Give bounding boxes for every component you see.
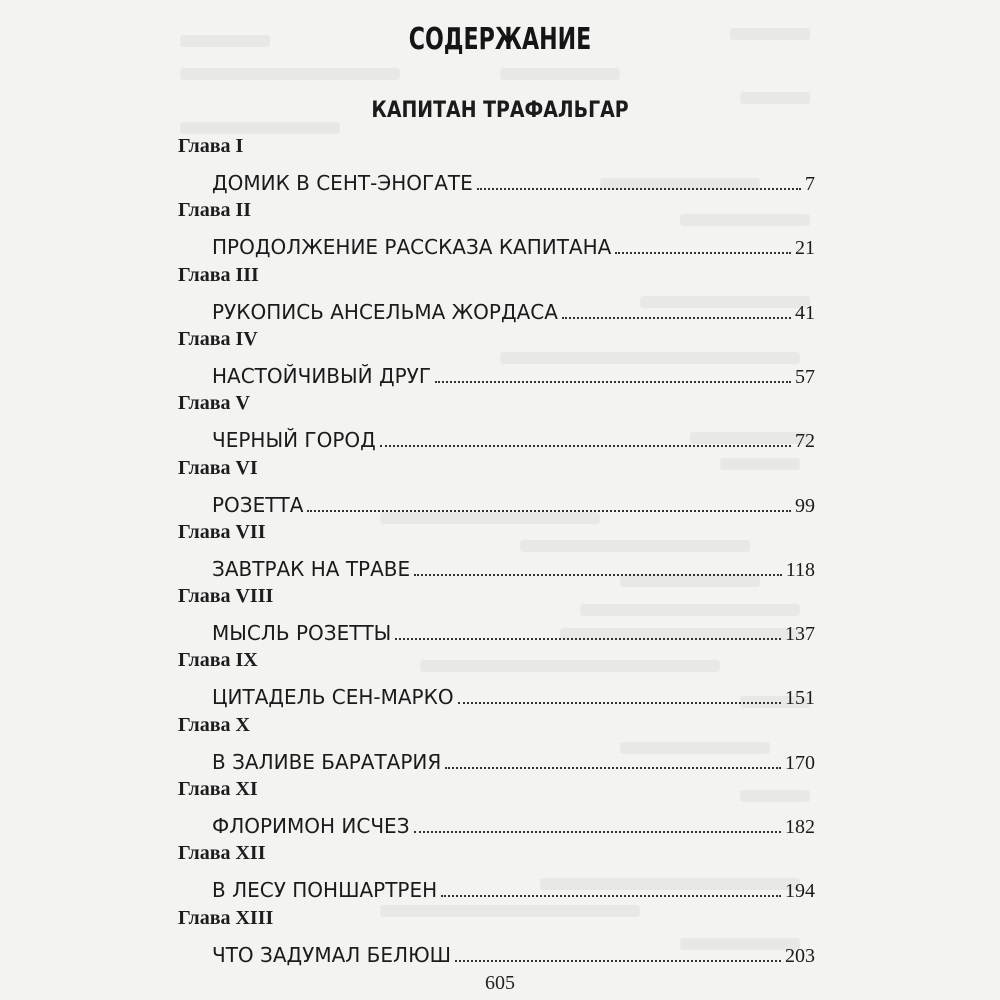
dot-leader	[441, 894, 781, 897]
chapter-page-number: 203	[785, 944, 815, 967]
chapter-label: Глава III	[178, 263, 259, 286]
dot-leader	[455, 959, 781, 962]
dot-leader	[562, 316, 791, 319]
dot-leader	[477, 187, 801, 190]
part-title: КАПИТАН ТРАФАЛЬГАР	[371, 98, 629, 123]
toc-entry[interactable]	[212, 300, 815, 325]
chapter-title: ЧТО ЗАДУМАЛ БЕЛЮШ	[212, 942, 452, 967]
chapter-page-number: 72	[795, 430, 815, 453]
toc-entry[interactable]	[212, 235, 815, 260]
chapter-title: ДОМИК В СЕНТ-ЭНОГАТЕ	[212, 171, 473, 195]
chapter-label: Глава VIII	[178, 585, 274, 608]
chapter-label: Глава X	[178, 713, 250, 736]
toc-entry[interactable]	[212, 814, 815, 839]
chapter-label: Глава I	[178, 135, 244, 157]
dot-leader	[380, 444, 791, 447]
toc-entry[interactable]	[212, 171, 815, 196]
chapter-label: Глава V	[178, 392, 250, 415]
chapter-label: Глава XIII	[178, 906, 274, 929]
chapter-page-number: 170	[785, 751, 815, 774]
chapter-label: Глава II	[178, 199, 252, 222]
chapter-page-number: 118	[785, 558, 815, 581]
dot-leader	[307, 509, 791, 512]
chapter-page-number: 99	[795, 494, 815, 517]
dot-leader	[395, 637, 781, 640]
chapter-title: ПРОДОЛЖЕНИЕ РАССКАЗА КАПИТАНА	[212, 235, 612, 260]
toc-entry[interactable]	[212, 685, 815, 710]
chapter-label: Глава VII	[178, 520, 266, 543]
chapter-page-number: 137	[785, 623, 815, 646]
chapter-title: ФЛОРИМОН ИСЧЕЗ	[212, 814, 410, 838]
chapter-page-number: 57	[795, 365, 815, 388]
chapter-title: РОЗЕТТА	[212, 492, 304, 517]
chapter-title: ЗАВТРАК НА ТРАВЕ	[212, 556, 411, 581]
chapter-title: В ЗАЛИВЕ БАРАТАРИЯ	[212, 749, 442, 774]
dot-leader	[458, 701, 781, 704]
toc-entry[interactable]	[212, 428, 815, 453]
chapter-title: НАСТОЙЧИВЫЙ ДРУГ	[212, 363, 432, 388]
chapter-page-number: 41	[795, 301, 815, 324]
chapter-label: Глава IV	[178, 327, 258, 350]
chapter-page-number: 21	[795, 237, 815, 260]
dot-leader	[414, 830, 781, 833]
dot-leader	[435, 380, 791, 383]
chapter-title: ЦИТАДЕЛЬ СЕН-МАРКО	[212, 685, 454, 710]
chapter-label: Глава IX	[178, 649, 258, 672]
dot-leader	[445, 766, 781, 769]
chapter-page-number: 7	[805, 173, 815, 195]
chapter-title: РУКОПИСЬ АНСЕЛЬМА ЖОРДАСА	[212, 299, 558, 324]
toc-entry[interactable]	[212, 750, 815, 775]
chapter-label: Глава XII	[178, 842, 266, 865]
chapter-title: В ЛЕСУ ПОНШАРТРЕН	[212, 878, 438, 903]
dot-leader	[414, 573, 782, 576]
chapter-page-number: 151	[785, 687, 815, 710]
toc-entry[interactable]	[212, 943, 815, 968]
chapter-title: ЧЕРНЫЙ ГОРОД	[212, 428, 376, 453]
chapter-page-number: 194	[785, 880, 815, 903]
chapter-label: Глава XI	[178, 778, 258, 800]
toc-entry[interactable]	[212, 493, 815, 518]
toc-entry[interactable]	[212, 557, 815, 582]
page-number: 605	[485, 972, 515, 994]
toc-entry[interactable]	[212, 621, 815, 646]
toc-entry[interactable]	[212, 878, 815, 903]
dot-leader	[615, 251, 791, 254]
chapter-title: МЫСЛЬ РОЗЕТТЫ	[212, 621, 392, 646]
chapter-label: Глава VI	[178, 456, 258, 479]
contents-heading: СОДЕРЖАНИЕ	[408, 22, 592, 57]
chapter-page-number: 182	[785, 816, 815, 838]
toc-entry[interactable]	[212, 364, 815, 389]
